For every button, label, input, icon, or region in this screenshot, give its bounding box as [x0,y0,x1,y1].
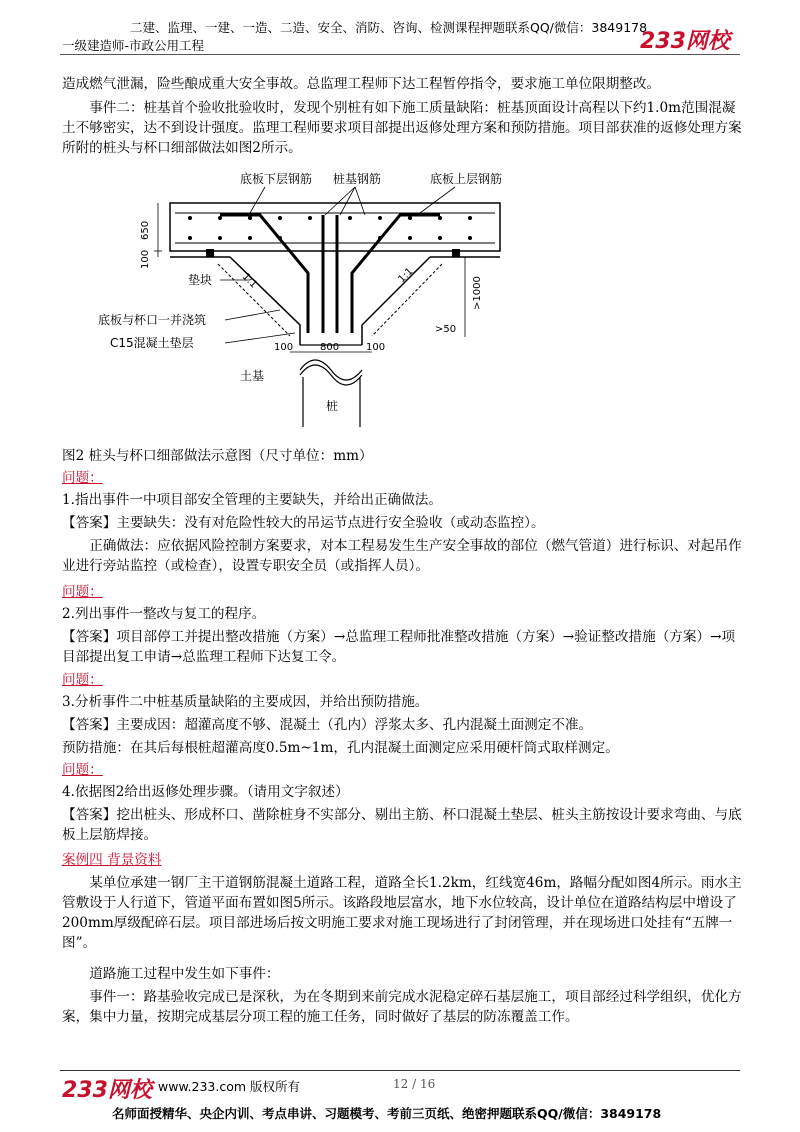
dim-100-left: 100 [274,342,294,353]
header-contact-line: 二建、监理、一建、一造、二造、安全、消防、咨询、检测课程押题联系QQ/微信：3849178 [130,20,648,35]
spacer-block [206,249,214,257]
answer-1: 【答案】主要缺失：没有对危险性较大的吊运节点进行安全验收（或动态监控）。 [62,515,545,531]
question-heading-1: 问题： [62,470,103,486]
pile-head-detail-figure [90,165,530,435]
dim-100-right: 100 [366,342,386,353]
label-pile-rebar: 桩基钢筋 [333,172,382,186]
footer-divider [60,1070,740,1071]
label-bottom-rebar: 底板下层钢筋 [240,172,313,186]
label-top-rebar: 底板上层钢筋 [430,172,503,186]
slope-right: 1:1 [396,265,416,286]
answer-2: 【答案】项目部停工并提出整改措施（方案）→总监理工程师批准整改措施（方案）→验证整改措施（方案）→项目部提出复工申请→总监理工程师下达复工令。 [62,629,736,665]
question-4: 4.依据图2给出返修处理步骤。（请用文字叙述） [62,784,349,800]
header-logo: 233网校 [640,29,730,54]
paragraph-event1-end: 造成燃气泄漏，险些酿成重大安全事故。总监理工程师下达工程暂停指令，要求施工单位限期整改。 [62,76,661,92]
footer-contact-line: 名师面授精华、央企内训、考点串讲、习题模考、考前三页纸、绝密押题联系QQ/微信：3849178 [112,1106,662,1121]
footer-logo: 233网校 [62,1078,152,1103]
label-cast-together: 底板与杯口一并浇筑 [98,313,207,327]
question-3: 3.分析事件二中桩基质量缺陷的主要成因，并给出预防措施。 [62,694,429,710]
answer-4: 【答案】挖出桩头、形成杯口、凿除桩身不实部分、剔出主筋、杯口混凝土垫层、桩头主筋按设计要求弯曲、与底板上层筋焊接。 [62,807,742,843]
case-four-title: 案例四 背景资料 [62,852,162,868]
dim-50: >50 [435,324,457,335]
question-1: 1.指出事件一中项目部安全管理的主要缺失，并给出正确做法。 [62,492,442,508]
header-subject: 一级建造师-市政公用工程 [62,38,205,53]
answer-3: 【答案】主要成因：超灌高度不够、混凝土（孔内）浮浆太多、孔内混凝土面测定不准。 [62,717,593,733]
dim-100: 100 [140,249,151,269]
pile-rebar-right [352,215,440,333]
background-paragraph-2: 道路施工过程中发生如下事件： [89,966,280,982]
base-slab [170,203,500,251]
footer-site: www.233.com 版权所有 [158,1079,300,1094]
label-c15-cushion: C15混凝土垫层 [110,336,194,350]
dim-1000: >1000 [472,276,483,310]
background-paragraph-1: 某单位承建一钢厂主干道钢筋混凝土道路工程，道路全长1.2km，红线宽46m，路幅分配如图4所示。雨水主管敷设于人行道下，管道平面布置如图5所示。该路段地层富水，地下水位较高，设计单位在道路结构层中增设了200mm厚级配碎石层。项目部进场后按文明施工要求对施工现场进行了封闭管理，并在现场进口处挂有“五牌一图”。 [62,875,742,951]
label-pile: 桩 [326,399,339,413]
label-pad: 垫块 [188,273,213,287]
question-heading-3: 问题： [62,672,103,688]
paragraph-event2: 事件二：桩基首个验收批验收时，发现个别桩有如下施工质量缺陷：桩基顶面设计高程以下约1.0m范围混凝土不够密实，达不到设计强度。监理工程师要求项目部提出返修处理方案和预防措施。项目部获准的返修处理方案所附的桩头与杯口细部做法如图2所示。 [62,100,742,156]
slope-left: 1:1 [239,271,260,291]
question-heading-2: 问题： [62,584,103,600]
cup-wall-left [230,257,300,345]
dim-800: 800 [320,342,340,353]
background-paragraph-3: 事件一：路基验收完成已是深秋，为在冬期到来前完成水泥稳定碎石基层施工，项目部经过科学组织，优化方案，集中力量，按期完成基层分项工程的施工任务，同时做好了基层的防冻覆盖工作。 [62,989,742,1025]
answer-3-prevention: 预防措施：在其后每根桩超灌高度0.5m~1m，孔内混凝土面测定应采用硬杆筒式取样测定。 [62,740,619,756]
question-heading-4: 问题： [62,762,103,778]
dim-650: 650 [140,220,151,240]
pile-rebar-left [220,215,308,333]
answer-1-method: 正确做法：应依据风险控制方案要求，对本工程易发生生产安全事故的部位（燃气管道）进行标识、对起吊作业进行旁站监控（或检查），设置专职安全员（或指挥人员）。 [62,538,742,574]
figure-caption: 图2 桩头与杯口细部做法示意图（尺寸单位：mm） [62,448,373,464]
page-number: 12 / 16 [393,1077,436,1091]
header-divider [60,54,740,55]
question-2: 2.列出事件一整改与复工的程序。 [62,606,266,622]
cup-wall-right [362,257,430,345]
label-soil-base: 土基 [240,369,265,383]
